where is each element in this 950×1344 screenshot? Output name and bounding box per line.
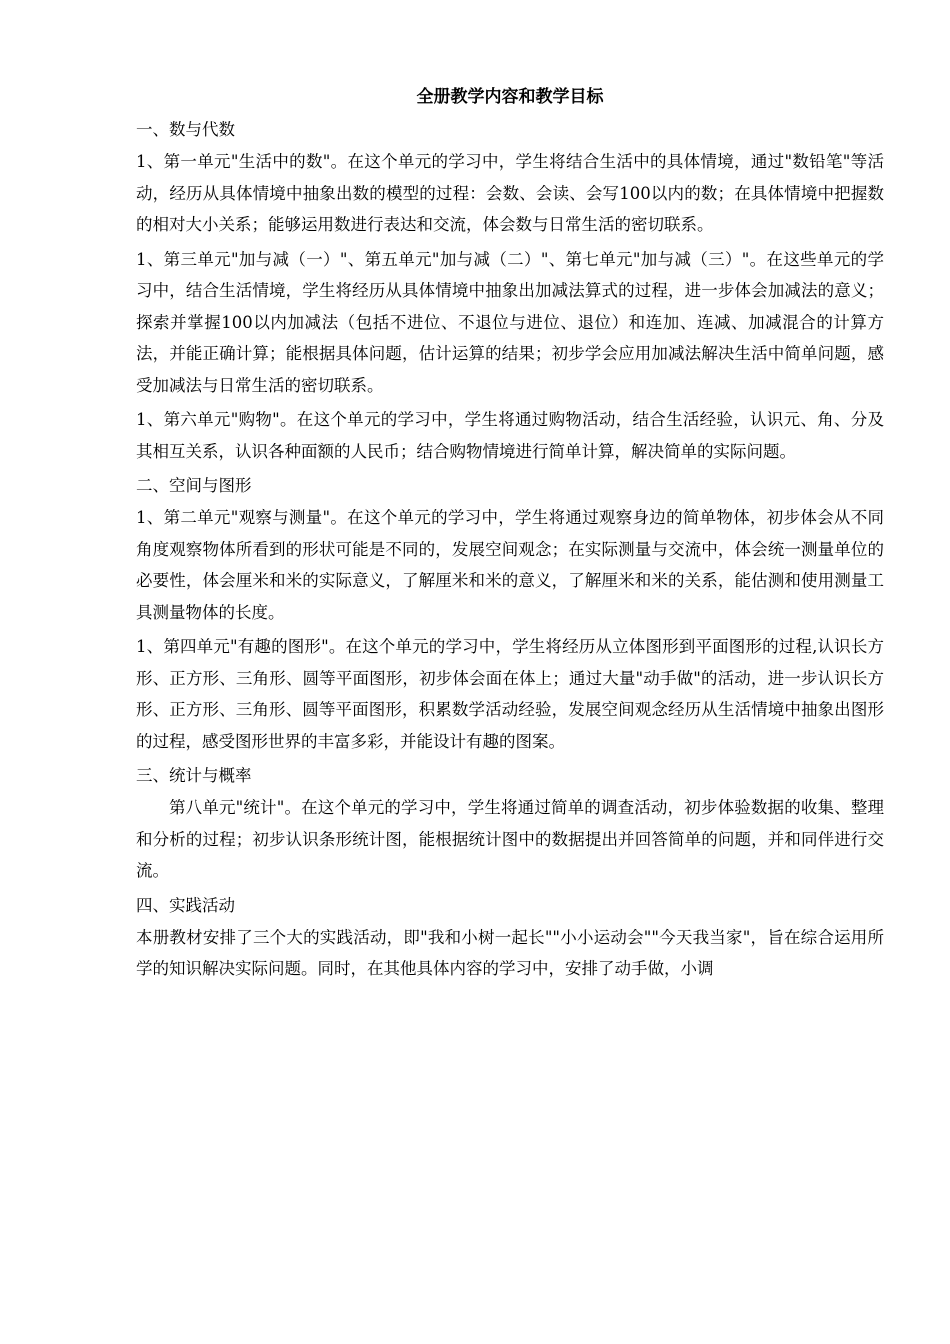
paragraph-unit-6: 1、第六单元"购物"。在这个单元的学习中，学生将通过购物活动，结合生活经验，认识元、角、分及其相互关系，认识各种面额的人民币；结合购物情境进行简单计算，解决简单的实际问题。: [136, 410, 884, 461]
paragraph-unit-8: 第八单元"统计"。在这个单元的学习中，学生将通过简单的调查活动，初步体验数据的收集、整理和分析的过程；初步认识条形统计图，能根据统计图中的数据提出并回答简单的问题，并和同伴进行交流。: [136, 798, 884, 880]
section-heading-space-shapes: 二、空间与图形: [136, 476, 252, 495]
section-heading-practice: 四、实践活动: [136, 895, 235, 915]
paragraph-units-3-5-7: 1、第三单元"加与减（一）"、第五单元"加与减（二）"、第七单元"加与减（三）"。在这些单元的学习中，结合生活情境，学生将经历从具体情境中抽象出加减法算式的过程，进一步体会加减法的意义；探索并掌握100以内加减法（包括不进位、不退位与进位、退位）和连加、连减、加减混合的计算方法，并能正确计算；能根据具体问题，估计运算的结果；初步学会应用加减法解决生活中简单问题，感受加减法与日常生活的密切联系。: [136, 249, 884, 395]
paragraph-practice-activities: 本册教材安排了三个大的实践活动，即"我和小树一起长""小小运动会""今天我当家"，旨在综合运用所学的知识解决实际问题。同时，在其他具体内容的学习中，安排了动手做，小调: [136, 927, 884, 978]
section-heading-statistics: 三、统计与概率: [136, 766, 252, 785]
paragraph-unit-4: 1、第四单元"有趣的图形"。在这个单元的学习中，学生将经历从立体图形到平面图形的过程,认识长方形、正方形、三角形、圆等平面图形，初步体会面在体上；通过大量"动手做"的活动，进一步认识长方形、正方形、三角形、圆等平面图形，积累数学活动经验，发展空间观念经历从生活情境中抽象出图形的过程，感受图形世界的丰富多彩，并能设计有趣的图案。: [136, 637, 884, 751]
paragraph-unit-2: 1、第二单元"观察与测量"。在这个单元的学习中，学生将通过观察身边的简单物体，初步体会从不同角度观察物体所看到的形状可能是不同的，发展空间观念；在实际测量与交流中，体会统一测量单位的必要性，体会厘米和米的实际意义，了解厘米和米的意义，了解厘米和米的关系，能估测和使用测量工具测量物体的长度。: [136, 508, 884, 622]
section-heading-numbers-algebra: 一、数与代数: [136, 120, 235, 139]
document-body: [136, 82, 884, 988]
document-title: 全册教学内容和教学目标: [416, 87, 604, 107]
paragraph-unit-1: 1、第一单元"生活中的数"。在这个单元的学习中，学生将结合生活中的具体情境，通过"数铅笔"等活动，经历从具体情境中抽象出数的模型的过程：会数、会读、会写100以内的数；在具体情境中把握数的相对大小关系；能够运用数进行表达和交流，体会数与日常生活的密切联系。: [136, 152, 884, 234]
